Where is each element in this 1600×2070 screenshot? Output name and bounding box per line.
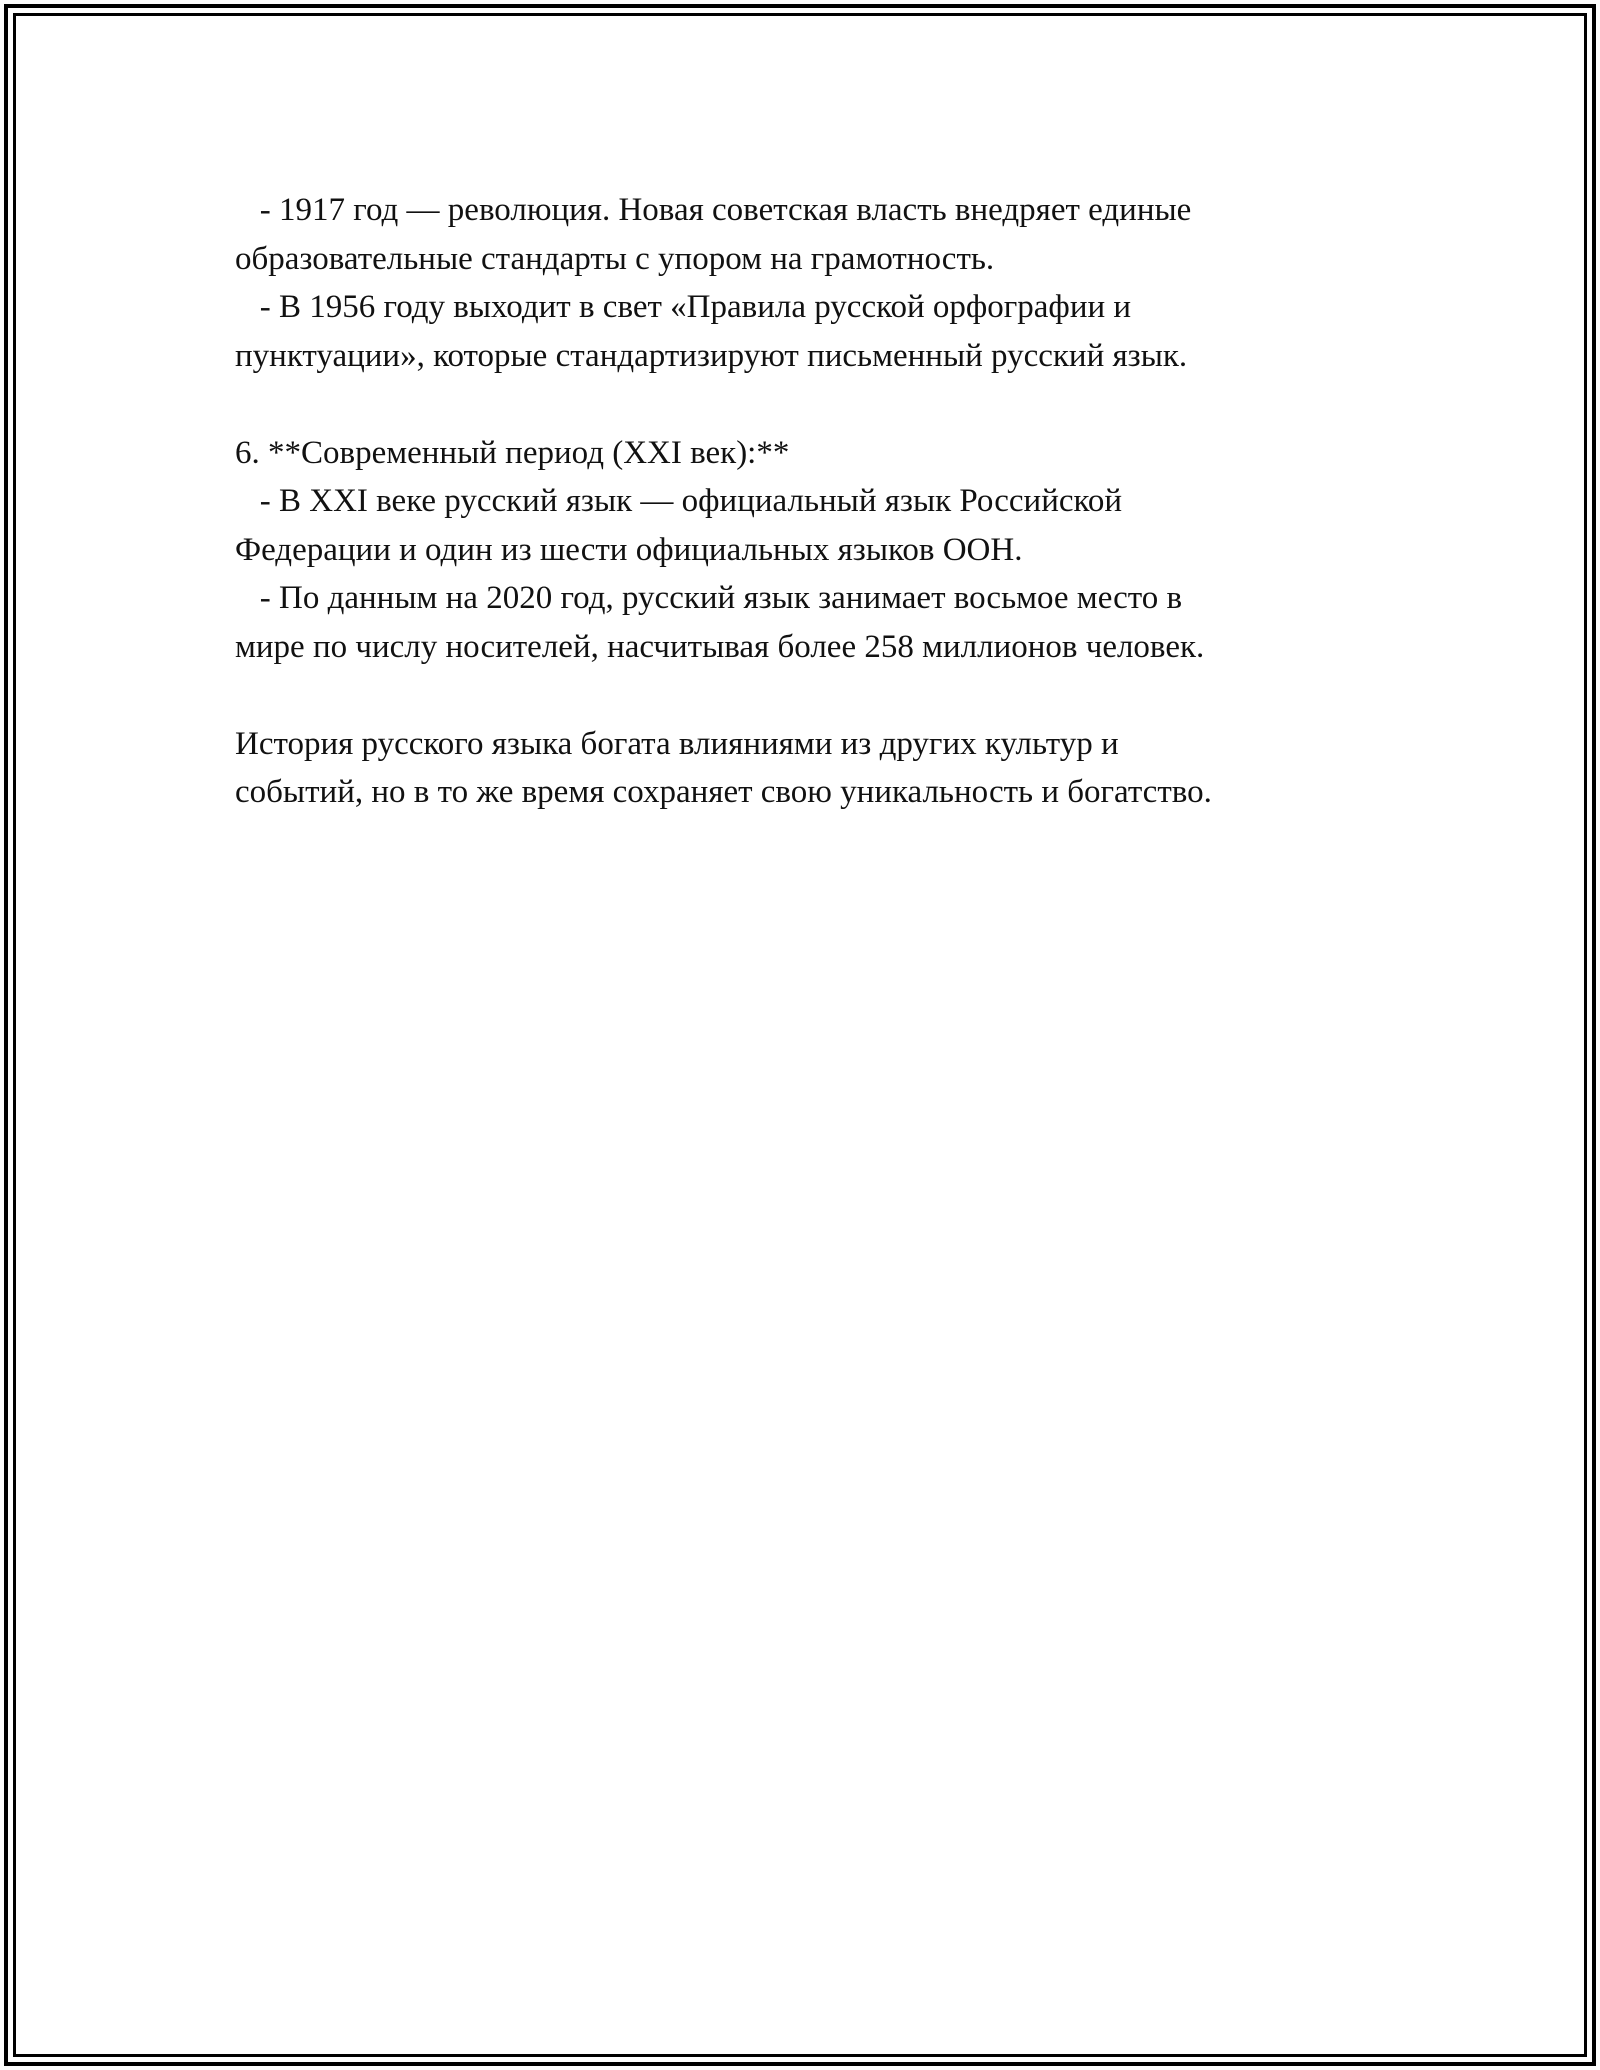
paragraph-spacer	[235, 380, 1365, 429]
document-body	[235, 186, 1365, 817]
paragraph-1917-1956	[235, 186, 1365, 380]
text-line: - 1917 год — революция. Новая советская власть внедряет единые	[235, 192, 1192, 228]
text-line: образовательные стандарты с упором на грамотность.	[235, 240, 995, 277]
text-line: пунктуации», которые стандартизируют письменный русский язык.	[235, 337, 1188, 374]
text-line: событий, но в то же время сохраняет свою уникальность и богатство.	[235, 774, 1212, 810]
paragraph-conclusion	[235, 720, 1365, 817]
paragraph-spacer	[235, 671, 1365, 720]
text-line: - В XXI веке русский язык — официальный язык Российской	[235, 483, 1123, 519]
text-line: История русского языка богата влияниями из других культур и	[235, 725, 1119, 762]
text-line: - В 1956 году выходит в свет «Правила русской орфографии и	[235, 289, 1132, 325]
section-heading: 6. **Современный период (XXI век):**	[235, 434, 790, 471]
section-modern-period	[235, 429, 1365, 672]
text-line: - По данным на 2020 год, русский язык занимает восьмое место в	[235, 580, 1183, 616]
text-line: мире по числу носителей, насчитывая более 258 миллионов человек.	[235, 628, 1205, 665]
text-line: Федерации и один из шести официальных языков ООН.	[235, 531, 1023, 568]
